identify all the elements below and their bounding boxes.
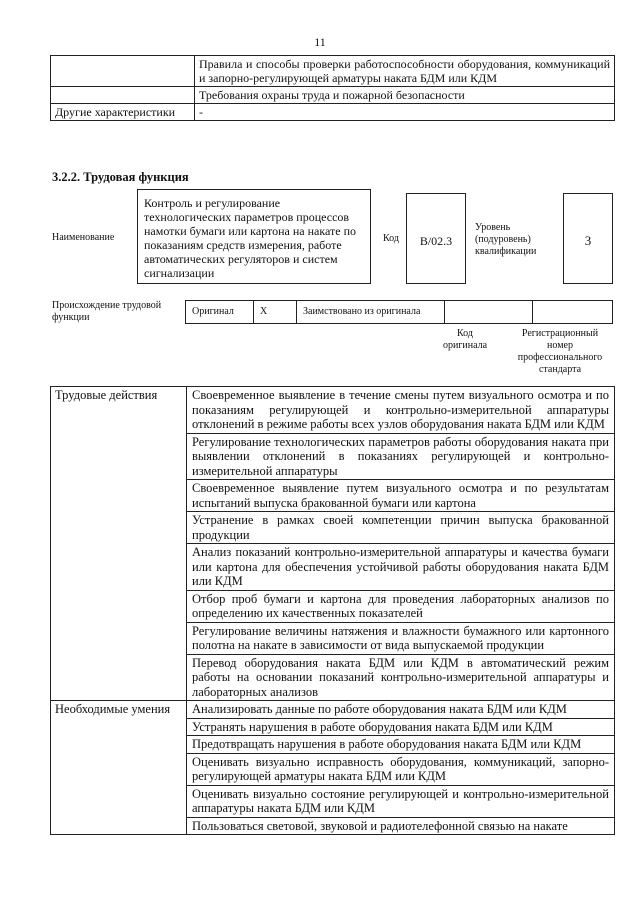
origin-code-caption: Код оригинала — [442, 328, 488, 351]
level-label: Уровень (подуровень) квалификации — [475, 222, 537, 257]
skills-item: Предотвращать нарушения в работе оборудования наката БДМ или КДМ — [187, 736, 615, 754]
labor-function-table — [50, 386, 615, 835]
knowledge-item: Правила и способы проверки работоспособности оборудования, коммуникаций и запорно-регулирующей арматуры наката БДМ или КДМ — [195, 56, 615, 87]
borrowed-label: Заимствовано из оригинала — [297, 301, 445, 324]
name-label: Наименование — [52, 232, 115, 243]
code-box: В/02.3 — [406, 193, 466, 284]
labor-actions-item: Регулирование технологических параметров работы оборудования наката при выявлении отклонений в показаниях регулирующей и контрольно-измерительной аппаратуры — [187, 433, 615, 480]
other-characteristics-value: - — [195, 104, 615, 121]
skills-row — [51, 701, 615, 719]
other-characteristics-label: Другие характеристики — [51, 104, 195, 121]
empty-label-cell — [51, 87, 195, 104]
registration-number-caption: Регистрационный номер профессионального стандарта — [517, 328, 603, 375]
labor-actions-item: Регулирование величины натяжения и влажности бумажного или картонного полотна на накате в зависимости от вида выпускаемой продукции — [187, 622, 615, 654]
labor-actions-item: Перевод оборудования наката БДМ или КДМ в автоматический режим работы на основании показаний контрольно-измерительной аппаратуры и лабораторных анализов — [187, 654, 615, 701]
page-number: 11 — [314, 35, 326, 49]
labor-actions-label: Трудовые действия — [51, 387, 187, 701]
labor-actions-row — [51, 387, 615, 434]
registration-number-cell — [533, 301, 613, 324]
skills-item: Пользоваться световой, звуковой и радиотелефонной связью на накате — [187, 817, 615, 835]
origin-code-cell — [445, 301, 533, 324]
knowledge-continuation-table — [50, 55, 615, 121]
labor-actions-item: Отбор проб бумаги и картона для проведения лабораторных анализов по определению их качественных показателей — [187, 590, 615, 622]
function-name-box: Контроль и регулирование технологических параметров процессов намотки бумаги или картона на накате по показаниям средств измерения, работе автоматических регуляторов и систем сигнализации — [137, 189, 371, 284]
knowledge-item: Требования охраны труда и пожарной безопасности — [195, 87, 615, 104]
skills-item: Оценивать визуально исправность оборудования, коммуникаций, запорно-регулирующей арматуры наката БДМ или КДМ — [187, 753, 615, 785]
skills-item: Оценивать визуально состояние регулирующей и контрольно-измерительной аппаратуры наката БДМ или КДМ — [187, 785, 615, 817]
section-title: 3.2.2. Трудовая функция — [52, 170, 189, 184]
labor-actions-item: Своевременное выявление путем визуального осмотра и по результатам испытаний выпуска бракованной бумаги или картона — [187, 480, 615, 512]
skills-item: Устранять нарушения в работе оборудования наката БДМ или КДМ — [187, 718, 615, 736]
original-label: Оригинал — [186, 301, 254, 324]
labor-actions-item: Своевременное выявление в течение смены путем визуального осмотра и по показаниям регулирующей и контрольно-измерительной аппаратуры отклонений в режиме работы всех узлов оборудования наката БДМ или КДМ — [187, 387, 615, 434]
skills-label: Необходимые умения — [51, 701, 187, 835]
origin-table — [185, 300, 613, 324]
empty-label-cell — [51, 56, 195, 87]
origin-label: Происхождение трудовой функции — [52, 300, 162, 323]
original-mark: X — [254, 301, 297, 324]
skills-item: Анализировать данные по работе оборудования наката БДМ или КДМ — [187, 701, 615, 719]
labor-actions-item: Анализ показаний контрольно-измерительной аппаратуры и качества бумаги или картона для обеспечения устойчивой работы оборудования наката БДМ или КДМ — [187, 544, 615, 591]
labor-actions-item: Устранение в рамках своей компетенции причин выпуска бракованной продукции — [187, 512, 615, 544]
level-box: 3 — [563, 193, 613, 284]
code-label: Код — [383, 233, 399, 244]
